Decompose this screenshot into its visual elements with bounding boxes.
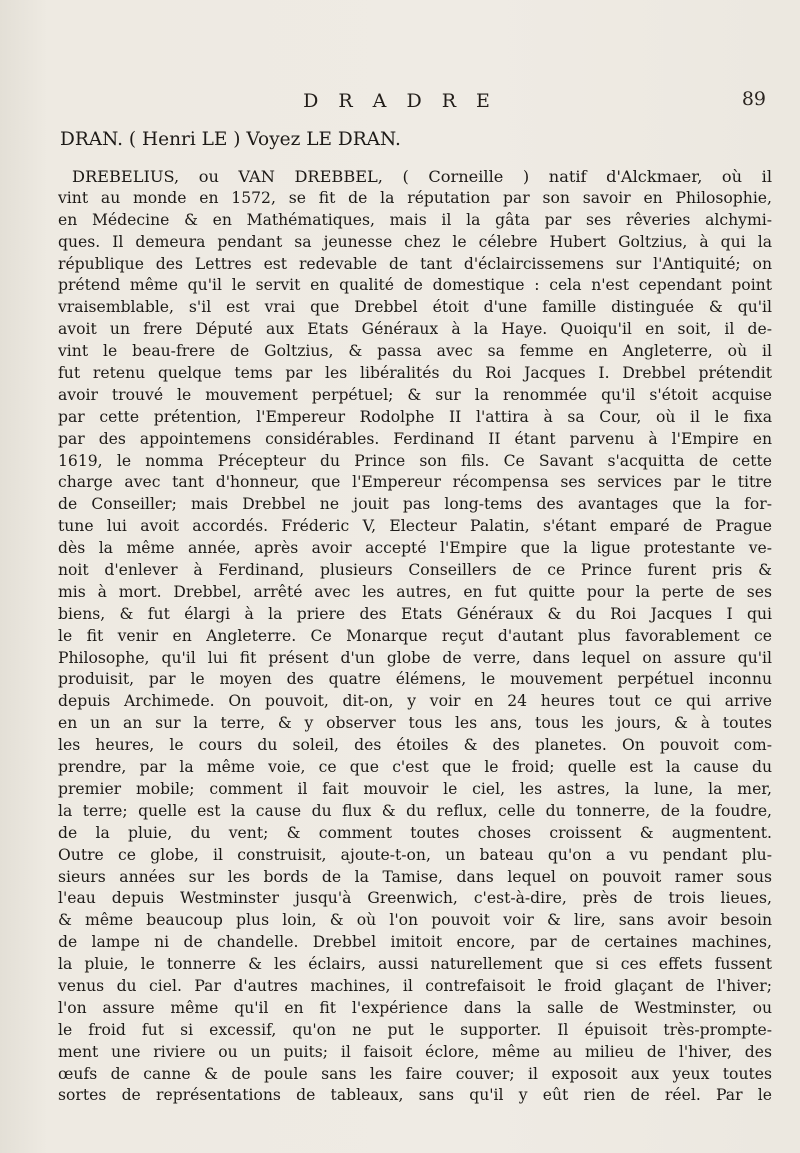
text-line: vint au monde en 1572, se fit de la réputation par son savoir en Philosophie, bbox=[58, 188, 772, 207]
entry-dran: DRAN. ( Henri LE ) Voyez LE DRAN. bbox=[60, 129, 401, 150]
text-line: prendre, par la même voie, ce que c'est que le froid; quelle est la cause du bbox=[58, 758, 772, 777]
text-line: noit d'enlever à Ferdinand, plusieurs Conseillers de ce Prince furent pris & bbox=[58, 561, 772, 580]
text-line: venus du ciel. Par d'autres machines, il contrefaisoit le froid glaçant de l'hiver; bbox=[58, 976, 772, 995]
text-line: en un an sur la terre, & y observer tous les ans, tous les jours, & à toutes bbox=[58, 714, 772, 733]
text-line: la terre; quelle est la cause du flux & du reflux, celle du tonnerre, de la foudre, bbox=[58, 801, 772, 820]
text-line: DREBELIUS, ou VAN DREBBEL, ( Corneille ) natif d'Alckmaer, où il bbox=[72, 167, 772, 186]
text-line: vraisemblable, s'il est vrai que Drebbel étoit d'une famille distinguée & qu'il bbox=[58, 298, 772, 317]
text-line: le fit venir en Angleterre. Ce Monarque reçut d'autant plus favorablement ce bbox=[58, 626, 772, 645]
text-line: tune lui avoit accordés. Fréderic V, Electeur Palatin, s'étant emparé de Prague bbox=[58, 517, 772, 536]
text-line: & même beaucoup plus loin, & où l'on pouvoit voir & lire, sans avoir besoin bbox=[58, 911, 772, 930]
page-header bbox=[0, 88, 800, 122]
text-line: dès la même année, après avoir accepté l'Empire que la ligue protestante ve- bbox=[58, 539, 772, 558]
text-line: ment une riviere ou un puits; il faisoit éclore, même au milieu de l'hiver, des bbox=[58, 1042, 772, 1061]
text-line: Philosophe, qu'il lui fit présent d'un globe de verre, dans lequel on assure qu'il bbox=[58, 648, 772, 667]
text-line: par des appointemens considérables. Ferdinand II étant parvenu à l'Empire en bbox=[58, 429, 772, 448]
text-line: prétend même qu'il le servit en qualité de domestique : cela n'est cependant point bbox=[58, 276, 772, 295]
text-line: avoit un frere Député aux Etats Généraux à la Haye. Quoiqu'il en soit, il de- bbox=[58, 320, 772, 339]
text-line: ques. Il demeura pendant sa jeunesse chez le célebre Hubert Goltzius, à qui la bbox=[58, 232, 772, 251]
text-line: de Conseiller; mais Drebbel ne jouit pas long-tems des avantages que la for- bbox=[58, 495, 772, 514]
text-line: vint le beau-frere de Goltzius, & passa avec sa femme en Angleterre, où il bbox=[58, 342, 772, 361]
text-line: les heures, le cours du soleil, des étoiles & des planetes. On pouvoit com- bbox=[58, 736, 772, 755]
text-line: l'eau depuis Westminster jusqu'à Greenwich, c'est-à-dire, près de trois lieues, bbox=[58, 889, 772, 908]
text-line: mis à mort. Drebbel, arrêté avec les autres, en fut quitte pour la perte de ses bbox=[58, 582, 772, 601]
text-line: œufs de canne & de poule sans les faire couver; il exposoit aux yeux toutes bbox=[58, 1064, 772, 1083]
text-line: avoir trouvé le mouvement perpétuel; & sur la renommée qu'il s'étoit acquise bbox=[58, 385, 772, 404]
body-text bbox=[58, 128, 772, 1107]
text-line: sieurs années sur les bords de la Tamise, dans lequel on pouvoit ramer sous bbox=[58, 867, 772, 886]
page-number: 89 bbox=[741, 88, 766, 110]
text-line: produisit, par le moyen des quatre élémens, le mouvement perpétuel inconnu bbox=[58, 670, 772, 689]
text-line: sortes de représentations de tableaux, sans qu'il y eût rien de réel. Par le bbox=[58, 1086, 772, 1105]
text-line: par cette prétention, l'Empereur Rodolphe II l'attira à sa Cour, où il le fixa bbox=[58, 407, 772, 426]
text-line: l'on assure même qu'il en fit l'expérience dans la salle de Westminster, ou bbox=[58, 998, 772, 1017]
entry-drebelius bbox=[58, 166, 772, 1107]
running-head: D R A D R E bbox=[303, 90, 497, 112]
text-line: de la pluie, du vent; & comment toutes choses croissent & augmentent. bbox=[58, 823, 772, 842]
text-line: 1619, le nomma Précepteur du Prince son fils. Ce Savant s'acquitta de cette bbox=[58, 451, 772, 470]
text-line: en Médecine & en Mathématiques, mais il la gâta par ses rêveries alchymi- bbox=[58, 210, 772, 229]
text-line: biens, & fut élargi à la priere des Etats Généraux & du Roi Jacques I qui bbox=[58, 604, 772, 623]
text-line: depuis Archimede. On pouvoit, dit-on, y voir en 24 heures tout ce qui arrive bbox=[58, 692, 772, 711]
text-line: république des Lettres est redevable de tant d'éclaircissemens sur l'Antiquité; on bbox=[58, 254, 772, 273]
text-line: Outre ce globe, il construisit, ajoute-t-on, un bateau qu'on a vu pendant plu- bbox=[58, 845, 772, 864]
text-line: la pluie, le tonnerre & les éclairs, aussi naturellement que si ces effets fussent bbox=[58, 955, 772, 974]
text-line: premier mobile; comment il fait mouvoir le ciel, les astres, la lune, la mer, bbox=[58, 779, 772, 798]
text-line: charge avec tant d'honneur, que l'Empereur récompensa ses services par le titre bbox=[58, 473, 772, 492]
text-line: le froid fut si excessif, qu'on ne put le supporter. Il épuisoit très-prompte- bbox=[58, 1020, 772, 1039]
text-line: de lampe ni de chandelle. Drebbel imitoit encore, par de certaines machines, bbox=[58, 933, 772, 952]
text-line: fut retenu quelque tems par les libéralités du Roi Jacques I. Drebbel prétendit bbox=[58, 364, 772, 383]
